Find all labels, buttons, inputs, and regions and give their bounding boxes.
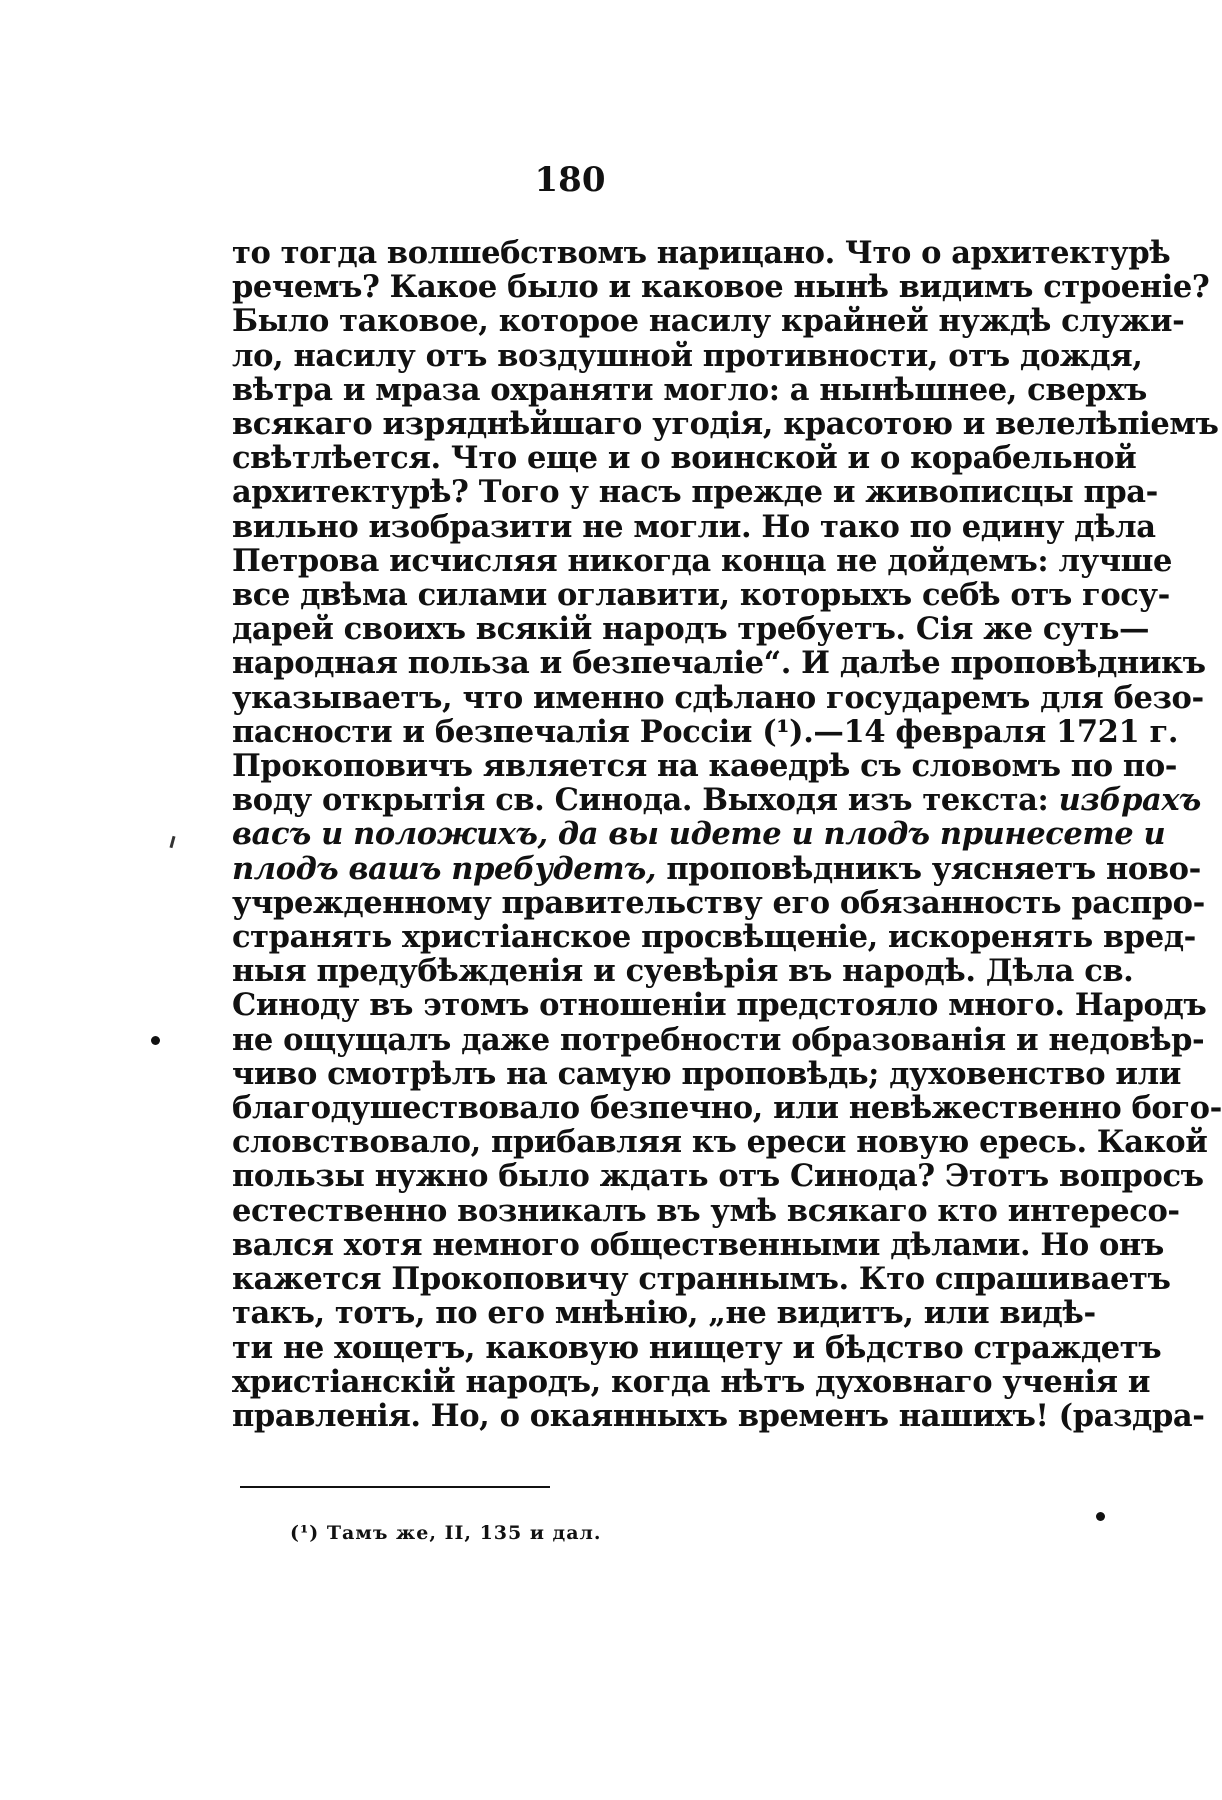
text-segment: не ощущалъ даже потребности образованія и недовѣр-	[232, 1021, 1205, 1058]
text-segment: христіанскій народъ, когда нѣтъ духовнаго ученія и	[232, 1363, 1151, 1400]
text-line	[232, 782, 1201, 819]
text-line	[232, 1226, 1164, 1263]
text-segment: Было таковое, которое насилу крайней нуждѣ служи-	[232, 303, 1185, 340]
scan-speck	[169, 836, 175, 848]
text-segment: пользы нужно было ждать отъ Синода? Этотъ вопросъ	[232, 1158, 1204, 1195]
text-segment: учрежденному правительству его обязанность распро-	[232, 884, 1205, 921]
text-line	[232, 1021, 1205, 1058]
text-segment: естественно возникалъ въ умѣ всякаго кто интересо-	[232, 1192, 1180, 1229]
italic-segment: плодъ вашъ пребудетъ,	[232, 850, 657, 887]
text-line	[232, 713, 1179, 750]
text-line	[232, 406, 1219, 443]
footnote: (¹) Тамъ же, II, 135 и дал.	[290, 1522, 602, 1544]
text-segment: все двѣма силами оглавити, которыхъ себѣ отъ госу-	[232, 577, 1170, 614]
text-line	[232, 1158, 1204, 1195]
text-segment: пасности и безпечалія Россіи (¹).—14 февраля 1721 г.	[232, 713, 1179, 750]
text-line	[232, 235, 1171, 271]
text-line	[232, 474, 1158, 511]
text-segment: проповѣдникъ уясняетъ ново-	[666, 850, 1201, 887]
footnote-rule	[240, 1486, 550, 1488]
text-line	[232, 816, 1166, 853]
text-segment: Синоду въ этомъ отношеніи предстояло много. Народъ	[232, 987, 1207, 1024]
scan-speck	[151, 1036, 160, 1045]
text-line	[232, 337, 1143, 374]
text-line	[232, 577, 1170, 614]
text-segment: вѣтра и мраза охраняти могло: а нынѣшнее, сверхъ	[232, 371, 1147, 408]
text-segment: чиво смотрѣлъ на самую проповѣдь; духовенство или	[232, 1055, 1181, 1092]
text-line	[232, 953, 1134, 990]
text-segment: дарей своихъ всякій народъ требуетъ. Сія же суть—	[232, 611, 1150, 648]
text-segment: правленія. Но, о окаянныхъ временъ нашихъ! (раздра-	[232, 1397, 1205, 1434]
text-segment: свѣтлѣется. Что еще и о воинской и о корабельной	[232, 440, 1137, 477]
text-segment: ныя предубѣжденія и суевѣрія въ народѣ. Дѣла св.	[232, 953, 1134, 990]
text-line	[232, 919, 1196, 956]
text-line	[232, 850, 1201, 887]
text-line	[232, 1363, 1151, 1400]
text-line	[232, 611, 1150, 648]
text-line	[232, 645, 1206, 682]
text-line	[232, 884, 1205, 921]
page-number: 180	[534, 160, 606, 200]
text-segment: кажется Прокоповичу страннымъ. Кто спрашиваетъ	[232, 1261, 1171, 1298]
text-line	[232, 440, 1137, 477]
text-line	[232, 371, 1147, 408]
text-segment: ло, насилу отъ воздушной противности, отъ дождя,	[232, 337, 1143, 374]
text-line	[232, 1055, 1181, 1092]
text-segment: вильно изобразити не могли. Но тако по едину дѣла	[232, 508, 1156, 545]
text-segment: речемъ? Какое было и каковое нынѣ видимъ строеніе?	[232, 269, 1210, 306]
scan-speck	[1096, 1512, 1105, 1521]
text-line	[232, 679, 1204, 716]
text-line	[232, 542, 1173, 579]
text-segment: благодушествовало безпечно, или невѣжественно бого-	[232, 1090, 1222, 1127]
text-line	[232, 1295, 1096, 1332]
text-segment: народная польза и безпечаліе“. И далѣе проповѣдникъ	[232, 645, 1206, 682]
text-segment: всякаго изряднѣйшаго угодія, красотою и велелѣпіемъ	[232, 406, 1219, 443]
text-line	[232, 1124, 1208, 1161]
text-line	[232, 303, 1185, 340]
text-line	[232, 987, 1207, 1024]
text-segment: такъ, тотъ, по его мнѣнію, „не видитъ, или видѣ-	[232, 1295, 1096, 1332]
text-segment: ти не хощетъ, каковую нищету и бѣдство страждетъ	[232, 1329, 1162, 1366]
text-segment: воду открытія св. Синода. Выходя изъ текста:	[232, 782, 1049, 819]
body-text	[232, 235, 1222, 1434]
text-line	[232, 1329, 1162, 1366]
italic-segment: васъ и положихъ, да вы идете и плодъ принесете и	[232, 816, 1166, 853]
text-segment: Прокоповичъ является на каѳедрѣ съ словомъ по по-	[232, 748, 1178, 785]
text-segment: то тогда волшебствомъ нарицано. Что о архитектурѣ	[232, 235, 1171, 271]
text-segment: вался хотя немного общественными дѣлами. Но онъ	[232, 1226, 1164, 1263]
text-segment: архитектурѣ? Того у насъ прежде и живописцы пра-	[232, 474, 1158, 511]
text-segment: странять христіанское просвѣщеніе, искоренять вред-	[232, 919, 1196, 956]
text-segment: словствовало, прибавляя къ ереси новую ересь. Какой	[232, 1124, 1208, 1161]
text-line	[232, 1192, 1180, 1229]
text-segment: Петрова исчисляя никогда конца не дойдемъ: лучше	[232, 542, 1173, 579]
text-line	[232, 269, 1210, 306]
italic-segment: избрахъ	[1058, 782, 1201, 819]
text-line	[232, 1397, 1205, 1434]
text-segment: указываетъ, что именно сдѣлано государемъ для безо-	[232, 679, 1204, 716]
text-line	[232, 1261, 1171, 1298]
text-line	[232, 748, 1178, 785]
text-line	[232, 508, 1156, 545]
text-line	[232, 1090, 1222, 1127]
